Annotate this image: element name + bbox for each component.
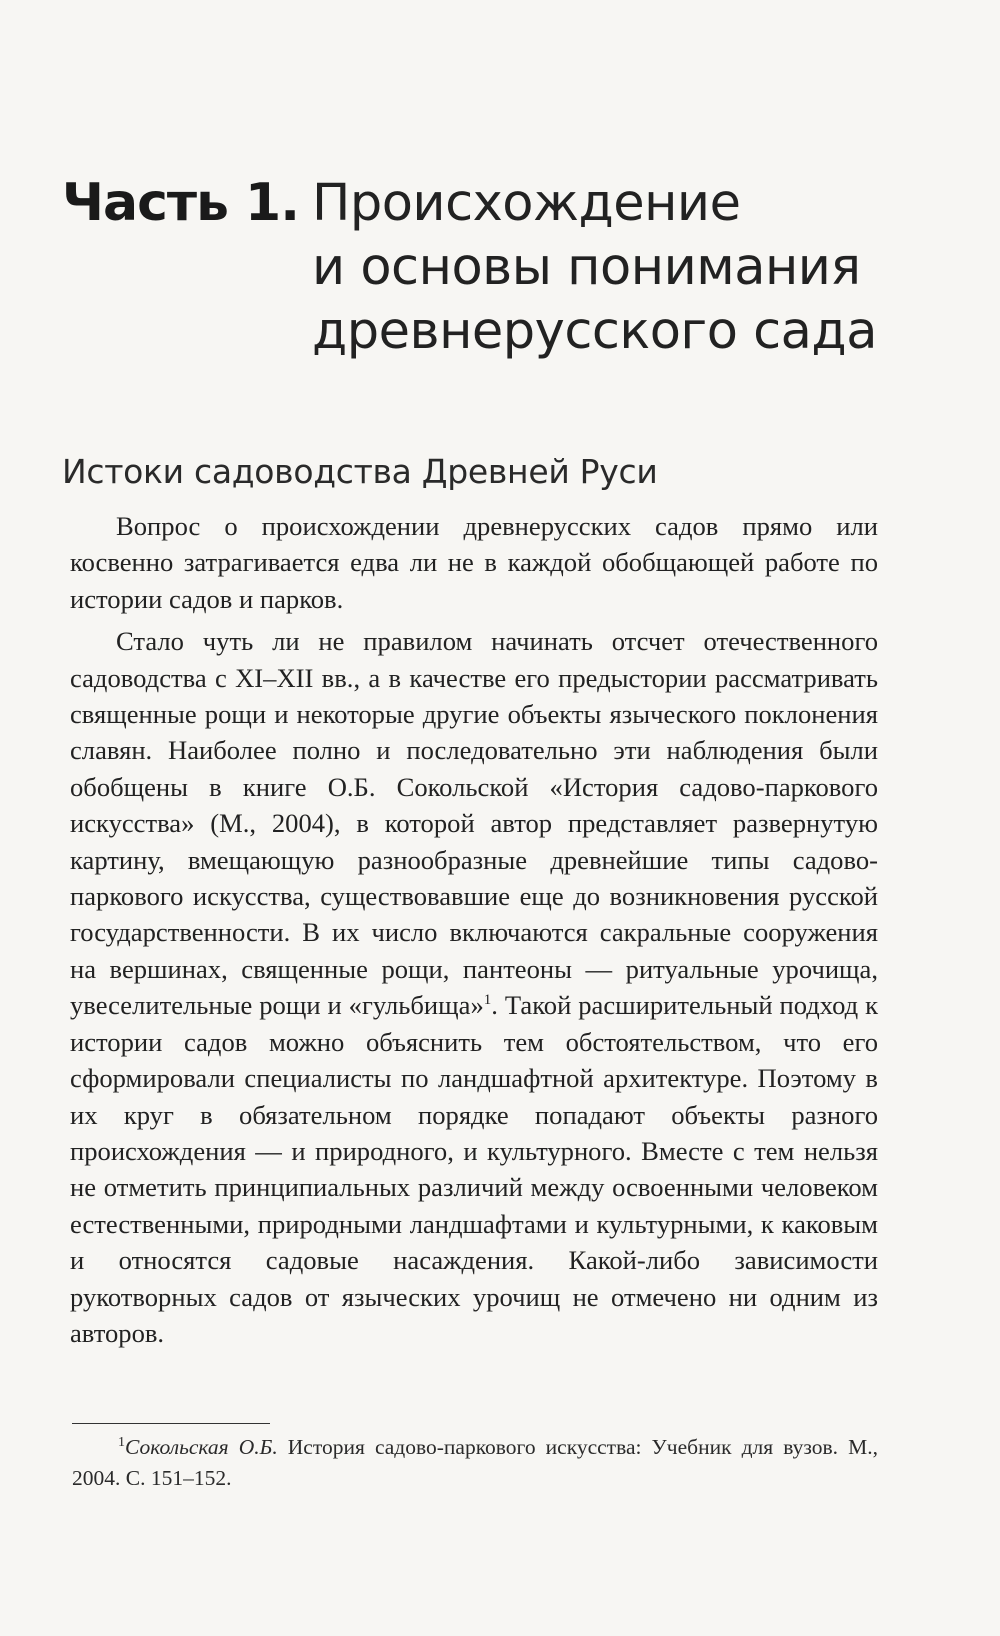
paragraph xyxy=(70,623,878,1351)
footnote xyxy=(72,1432,878,1494)
chapter-row xyxy=(62,172,942,364)
chapter-heading xyxy=(62,172,942,364)
section-title: Истоки садоводства Древней Руси xyxy=(62,452,658,491)
chapter-title xyxy=(312,172,877,364)
paragraph xyxy=(70,508,878,617)
footnote-author: Сокольская О.Б. xyxy=(125,1435,278,1459)
paragraph-text: Стало чуть ли не правилом начинать отсчет отечественного садоводства с XI–XII вв., а в качестве его предыстории рассматривать священные рощи и некоторые другие объекты языческого поклонения славян. Наиболее полно и последовательно эти наблюдения были обобщены в книге О.Б. Сокольской «История садово-паркового искусства» (М., 2004), в которой автор представляет развернутую картину, вмещающую разнообразные древнейшие типы садово-паркового искусства, существовавшие еще до возникновения русской государственности. В их число включаются сакральные сооружения на вершинах, священные рощи, пантеоны — ритуальные урочища, увеселительные рощи и «гульбища» xyxy=(70,626,878,1021)
body-text xyxy=(70,508,878,1351)
chapter-title-line: Происхождение xyxy=(312,174,741,233)
footnote-divider xyxy=(72,1423,270,1424)
paragraph-text: . Такой расширительный подход к истории садов можно объяснить тем обстоятельством, что его сформировали специалисты по ландшафтной архитектуре. Поэтому в их круг в обязательном порядке попадают объекты разного происхождения — и природного, и культурного. Вместе с тем нельзя не отметить принципиальных различий между освоенными человеком естественными, природными ландшафтами и культурными, к каковым и относятся садовые насаждения. Какой-либо зависимости рукотворных садов от языческих урочищ не отмечено ни одним из авторов. xyxy=(70,990,878,1348)
chapter-title-line: древнерусского сада xyxy=(312,302,877,361)
footnote-number: 1 xyxy=(118,1434,125,1450)
paragraph-text: Вопрос о происхождении древнерусских садов прямо или косвенно затрагивается едва ли не в каждой обобщающей работе по истории садов и парков. xyxy=(70,511,878,614)
footnote-reference: 1 xyxy=(483,992,492,1009)
chapter-label: Часть 1. xyxy=(62,173,299,233)
footnote-text: История садово-паркового искусства: Учебник для вузов. М., 2004. С. 151–152. xyxy=(72,1435,878,1490)
chapter-title-line: и основы понимания xyxy=(312,238,861,297)
